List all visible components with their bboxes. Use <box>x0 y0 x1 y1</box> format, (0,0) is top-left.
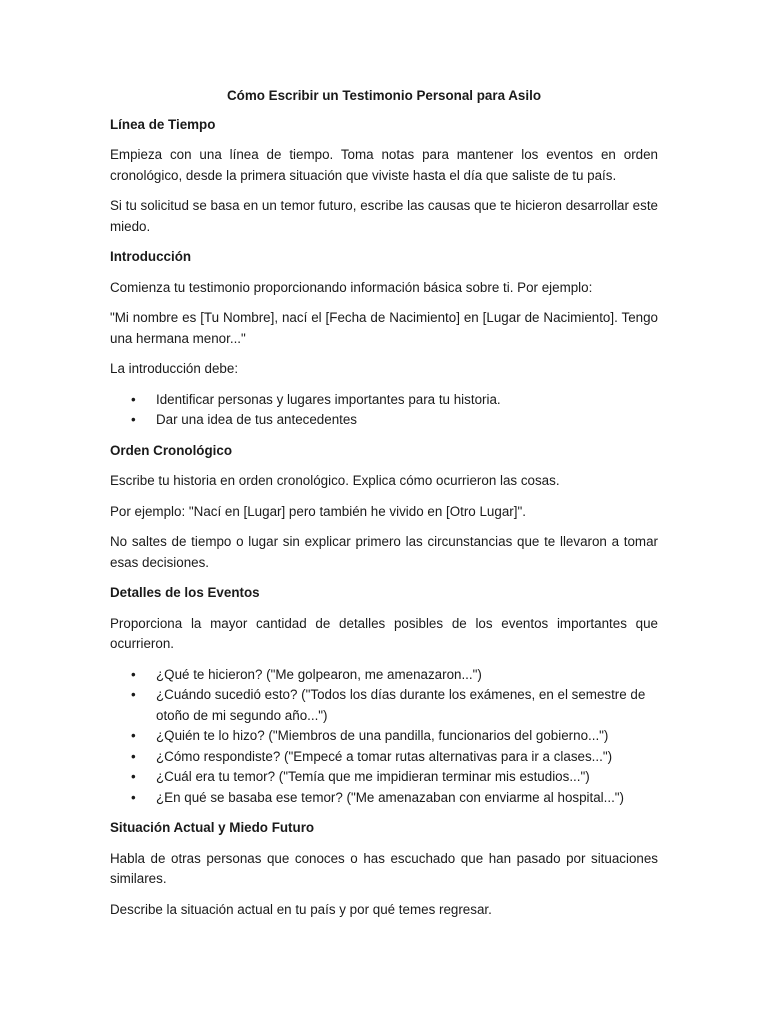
bullet-text: ¿Cuál era tu temor? ("Temía que me impidieran terminar mis estudios...") <box>156 769 590 784</box>
bullet-icon: • <box>131 412 136 427</box>
bullet-icon: • <box>131 769 136 784</box>
paragraph: La introducción debe: <box>110 361 239 376</box>
paragraph: Escribe tu historia en orden cronológico. Explica cómo ocurrieron las cosas. <box>110 473 560 488</box>
bullet-item <box>110 665 658 686</box>
bullet-item <box>110 788 658 809</box>
bullet-icon: • <box>131 687 136 702</box>
paragraph: "Mi nombre es [Tu Nombre], nací el [Fecha de Nacimiento] en [Lugar de Nacimiento]. Tengo una hermana menor..." <box>110 310 658 346</box>
paragraph: Comienza tu testimonio proporcionando información básica sobre ti. Por ejemplo: <box>110 279 593 295</box>
bullet-text: ¿Qué te hicieron? ("Me golpearon, me amenazaron...") <box>156 666 482 682</box>
bullet-icon: • <box>131 666 136 682</box>
paragraph: Describe la situación actual en tu país y por qué temes regresar. <box>110 901 492 917</box>
bullet-item <box>110 685 658 726</box>
bullet-text: ¿Quién te lo hizo? ("Miembros de una pandilla, funcionarios del gobierno...") <box>156 728 609 743</box>
bullet-item <box>110 390 658 411</box>
bullet-icon: • <box>131 789 136 805</box>
bullet-list <box>110 390 658 431</box>
bullet-item <box>110 747 658 768</box>
bullet-icon: • <box>131 728 136 743</box>
bullet-icon: • <box>131 748 136 764</box>
bullet-item <box>110 410 658 431</box>
paragraph: Habla de otras personas que conoces o has escuchado que han pasado por situaciones similares. <box>110 850 658 886</box>
paragraph: No saltes de tiempo o lugar sin explicar primero las circunstancias que te llevaron a tomar esas decisiones. <box>110 534 658 570</box>
bullet-text: Identificar personas y lugares importantes para tu historia. <box>156 391 501 407</box>
bullet-icon: • <box>131 391 136 407</box>
paragraph: Proporciona la mayor cantidad de detalles posibles de los eventos importantes que ocurrieron. <box>110 615 658 651</box>
section-heading: Situación Actual y Miedo Futuro <box>110 820 315 835</box>
paragraph: Por ejemplo: "Nací en [Lugar] pero también he vivido en [Otro Lugar]". <box>110 503 526 519</box>
bullet-text: ¿Cuándo sucedió esto? ("Todos los días durante los exámenes, en el semestre de otoño de mi segundo año...") <box>156 687 646 723</box>
document-body <box>110 115 658 921</box>
bullet-text: ¿Cómo respondiste? ("Empecé a tomar rutas alternativas para ir a clases...") <box>156 748 613 764</box>
document-title: Cómo Escribir un Testimonio Personal para Asilo <box>227 88 541 103</box>
section-heading: Orden Cronológico <box>110 442 232 458</box>
bullet-item <box>110 767 658 788</box>
bullet-text: Dar una idea de tus antecedentes <box>156 412 358 427</box>
paragraph: Si tu solicitud se basa en un temor futuro, escribe las causas que te hicieron desarrollar este miedo. <box>110 198 658 234</box>
bullet-list <box>110 665 658 809</box>
section-heading: Detalles de los Eventos <box>110 585 260 600</box>
section-heading: Línea de Tiempo <box>110 116 216 132</box>
bullet-item <box>110 726 658 747</box>
paragraph: Empieza con una línea de tiempo. Toma notas para mantener los eventos en orden cronológico, desde la primera situación que viviste hasta el día que saliste de tu país. <box>110 147 658 183</box>
bullet-text: ¿En qué se basaba ese temor? ("Me amenazaban con enviarme al hospital...") <box>156 789 625 805</box>
section-heading: Introducción <box>110 249 192 264</box>
